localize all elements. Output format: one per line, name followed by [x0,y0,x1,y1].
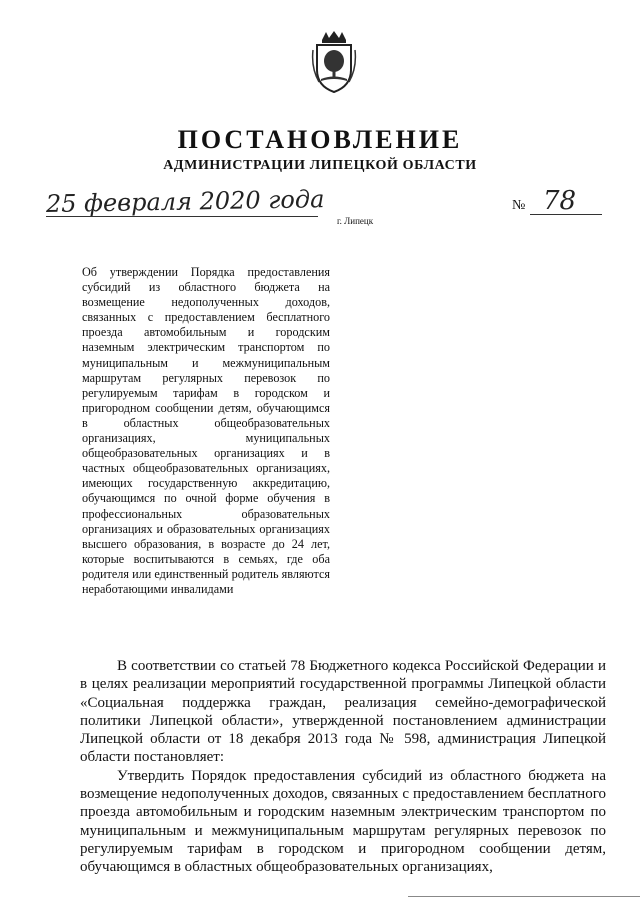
document-subject: Об утверждении Порядка предоставления субсидий из областного бюджета на возмещение недополученных доходов, связанных с предоставлением бесплатного проезда автомобильным и городским наземным электрическим транспортом по муниципальным и межмуниципальным маршрутам регулярных перевозок по регулируемым тарифам в городском и пригородном сообщении детям, обучающимся в областных общеобразовательных организациях, муниципальных общеобразовательных организациях и в частных общеобразовательных организациях, имеющих государственную аккредитацию, обучающимся по очной форме обучения в профессиональных образовательных организациях и образовательных организациях высшего образования, в возрасте до 24 лет, которые воспитываются в семьях, где оба родителя или единственный родитель являются неработающими инвалидами [82,265,330,596]
number-underline [530,214,602,215]
date-underline [46,216,318,217]
document-body [80,657,606,877]
coat-of-arms-icon [311,30,357,94]
document-subtitle: АДМИНИСТРАЦИИ ЛИПЕЦКОЙ ОБЛАСТИ [163,158,477,173]
handwritten-number: 78 [543,186,577,216]
body-paragraph-2: Утвердить Порядок предоставления субсидий из областного бюджета на возмещение недополученных доходов, связанных с предоставлением бесплатного проезда автомобильным и городским наземным электрическим транспортом по муниципальным и межмуниципальным маршрутам регулярных перевозок по регулируемым тарифам в городском и пригородном сообщении детям, обучающимся в областных общеобразовательных организациях, [80,767,606,876]
city-label: г. Липецк [337,216,374,226]
number-label: № [512,198,526,213]
document-title: ПОСТАНОВЛЕНИЕ [177,125,463,154]
handwritten-date: 25 февраля 2020 года [45,185,325,218]
page-edge-line [408,896,640,897]
body-paragraph-1: В соответствии со статьей 78 Бюджетного кодекса Российской Федерации и в целях реализации мероприятий государственной программы Липецкой области «Социальная поддержка граждан, реализация семейно-демографической политики Липецкой области», утвержденной постановлением администрации Липецкой области от 18 декабря 2013 года № 598, администрация Липецкой области постановляет: [80,658,606,766]
